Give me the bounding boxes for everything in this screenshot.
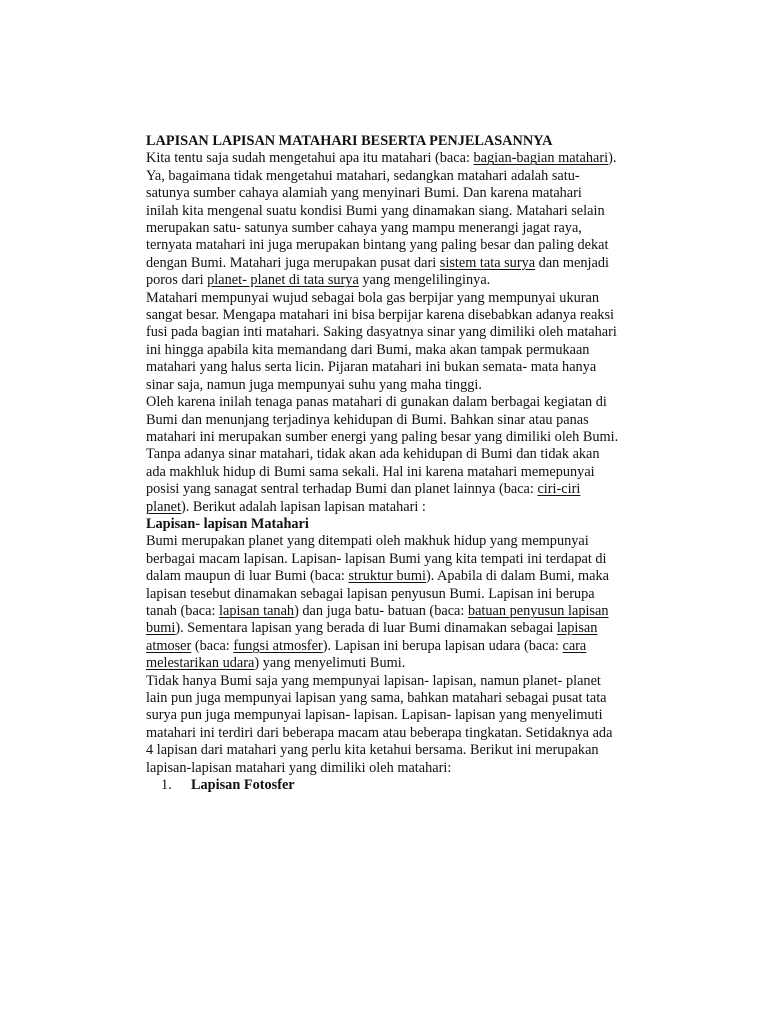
text-line [146, 481, 661, 498]
text-run: ). Apabila di dalam Bumi, maka [425, 568, 609, 585]
text-line [146, 760, 661, 777]
text-run: Ya, bagaimana tidak mengetahui matahari, sedangkan matahari adalah satu- [146, 167, 580, 184]
link-fungsi-atmosfer[interactable]: fungsi atmosfer [233, 637, 323, 654]
text-line [146, 464, 661, 481]
text-line [146, 307, 661, 324]
text-line [146, 707, 661, 724]
text-run: surya pun juga mempunyai lapisan- lapisan. Lapisan- lapisan yang menyelimuti [146, 707, 603, 724]
text-line [146, 185, 661, 202]
text-line [146, 499, 661, 516]
text-run: merupakan satu- satunya sumber cahaya yang mampu menerangi jagat raya, [146, 220, 582, 237]
text-run: inilah kita mengenal suatu kondisi Bumi yang dinamakan siang. Matahari selain [146, 202, 605, 219]
text-run: satunya sumber cahaya alamiah yang menyinari Bumi. Dan karena matahari [146, 185, 582, 202]
section-heading-sun-layers: Lapisan- lapisan Matahari [146, 515, 309, 532]
link-sistem-tata-surya[interactable]: sistem tata surya [439, 254, 536, 271]
text-run: sangat besar. Mengapa matahari ini bisa berpijar karena disebabkan adanya reaksi [146, 307, 615, 324]
text-run: matahari ini merupakan sumber energi yang paling besar yang dimiliki oleh Bumi. [146, 428, 619, 445]
text-line [146, 673, 661, 690]
list-item-number: 1. [161, 777, 172, 794]
text-run: Matahari mempunyai wujud sebagai bola gas berpijar yang mempunyai ukuran [146, 289, 599, 306]
link-melestarikan-udara[interactable]: melestarikan udara [146, 655, 255, 672]
text-run: matahari yang halus serta licin. Pijaran matahari ini bukan semata- mata hanya [146, 359, 597, 376]
text-run: Oleh karena inilah tenaga panas matahari di gunakan dalam berbagai kegiatan di [146, 394, 607, 411]
link-bumi[interactable]: bumi [146, 620, 176, 637]
text-line [146, 203, 661, 220]
text-line [146, 412, 661, 429]
text-run: berbagai macam lapisan. Lapisan- lapisan Bumi yang kita tempati ini terdapat di [146, 550, 607, 567]
text-line [146, 429, 661, 446]
text-run: yang mengelilinginya. [358, 272, 491, 289]
text-run: dengan Bumi. Matahari juga merupakan pusat dari [146, 254, 440, 271]
paragraph-planet-layers [146, 673, 661, 777]
text-line [146, 377, 661, 394]
document-page [146, 133, 661, 794]
text-run: 4 lapisan dari matahari yang perlu kita ketahui bersama. Berikut ini merupakan [146, 742, 599, 759]
text-run: matahari ini terdiri dari beberapa macam atau beberapa tingkatan. Setidaknya ada [146, 724, 613, 741]
text-run: dalam maupun di luar Bumi (baca: [146, 568, 349, 585]
text-run: lapisan-lapisan matahari yang dimiliki oleh matahari: [146, 759, 452, 776]
link-bagian-bagian-matahari[interactable]: bagian-bagian matahari [473, 150, 609, 167]
text-line [146, 690, 661, 707]
text-run: posisi yang sanagat sentral terhadap Bumi dan planet lainnya (baca: [146, 481, 538, 498]
text-line [146, 342, 661, 359]
text-run: sinar saja, namun juga mempunyai suhu yang maha tinggi. [146, 376, 482, 393]
text-run: poros dari [146, 272, 208, 289]
text-line [146, 150, 661, 167]
text-run: tanah (baca: [146, 602, 220, 619]
link-planet[interactable]: planet [146, 498, 181, 515]
text-line [146, 272, 661, 289]
link-batuan-penyusun-lapisan[interactable]: batuan penyusun lapisan [467, 602, 609, 619]
text-run: (baca: [191, 637, 234, 654]
link-atmoser[interactable]: atmoser [146, 637, 192, 654]
list-item-label: Lapisan Fotosfer [191, 777, 295, 794]
text-line [146, 290, 661, 307]
text-line [146, 725, 661, 742]
text-line [146, 255, 661, 272]
text-run: Kita tentu saja sudah mengetahui apa itu matahari (baca: [146, 150, 474, 167]
text-run: Bumi merupakan planet yang ditempati oleh makhuk hidup yang mempunyai [146, 533, 589, 550]
paragraph-sun-energy [146, 394, 661, 516]
text-run: Tanpa adanya sinar matahari, tidak akan ada kehidupan di Bumi dan tidak akan [146, 446, 600, 463]
text-line [146, 237, 661, 254]
text-run: ). Sementara lapisan yang berada di luar Bumi dinamakan sebagai [175, 620, 557, 637]
text-line [146, 359, 661, 376]
text-line [146, 533, 661, 550]
text-run: Tidak hanya Bumi saja yang mempunyai lapisan- lapisan, namun planet- planet [146, 672, 601, 689]
text-run: ). Lapisan ini berupa lapisan udara (baca: [322, 637, 563, 654]
text-line [146, 655, 661, 672]
paragraph-earth-layers [146, 533, 661, 672]
text-run: ada makhluk hidup di Bumi sama sekali. Hal ini karena matahari memepunyai [146, 463, 595, 480]
text-run: ) dan juga batu- batuan (baca: [294, 602, 468, 619]
paragraph-intro [146, 150, 661, 289]
link-lapisan-tanah[interactable]: lapisan tanah [219, 602, 295, 619]
text-line [146, 446, 661, 463]
text-line [146, 638, 661, 655]
link-struktur-bumi[interactable]: struktur bumi [348, 568, 426, 585]
text-line [146, 620, 661, 637]
numbered-list [146, 777, 661, 794]
text-line [146, 568, 661, 585]
text-run: fusi pada bagian inti matahari. Saking dasyatnya sinar yang dimiliki oleh matahari [146, 324, 617, 341]
list-item [146, 777, 661, 794]
text-run: ini hingga apabila kita memandang dari Bumi, maka akan tampak permukaan [146, 341, 590, 358]
text-line [146, 168, 661, 185]
link-planet-planet-di-tata-surya[interactable]: planet- planet di tata surya [207, 272, 359, 289]
text-line [146, 220, 661, 237]
paragraph-sun-description [146, 290, 661, 394]
link-ciri-ciri[interactable]: ciri-ciri [537, 481, 581, 498]
text-line [146, 394, 661, 411]
text-line [146, 324, 661, 341]
link-cara[interactable]: cara [562, 637, 587, 654]
text-run: ) yang menyelimuti Bumi. [254, 655, 406, 672]
text-run: ternyata matahari ini juga merupakan bintang yang paling besar dan paling dekat [146, 237, 609, 254]
text-run: lapisan tesebut dinamakan sebagai lapisan penyusun Bumi. Lapisan ini berupa [146, 585, 595, 602]
text-run: lain pun juga mempunyai lapisan yang sama, bahkan matahari sebagai pusat tata [146, 690, 607, 706]
text-line [146, 551, 661, 568]
text-run: ). [608, 150, 617, 167]
document-title: LAPISAN LAPISAN MATAHARI BESERTA PENJELASANNYA [146, 133, 553, 149]
text-run: ). Berikut adalah lapisan lapisan matahari : [180, 498, 426, 515]
text-line [146, 742, 661, 759]
link-lapisan[interactable]: lapisan [556, 620, 598, 637]
text-line [146, 603, 661, 620]
text-run: dan menjadi [535, 254, 609, 271]
text-run: Bumi dan menunjang terjadinya kehidupan di Bumi. Bahkan sinar atau panas [146, 411, 589, 428]
text-line [146, 586, 661, 603]
